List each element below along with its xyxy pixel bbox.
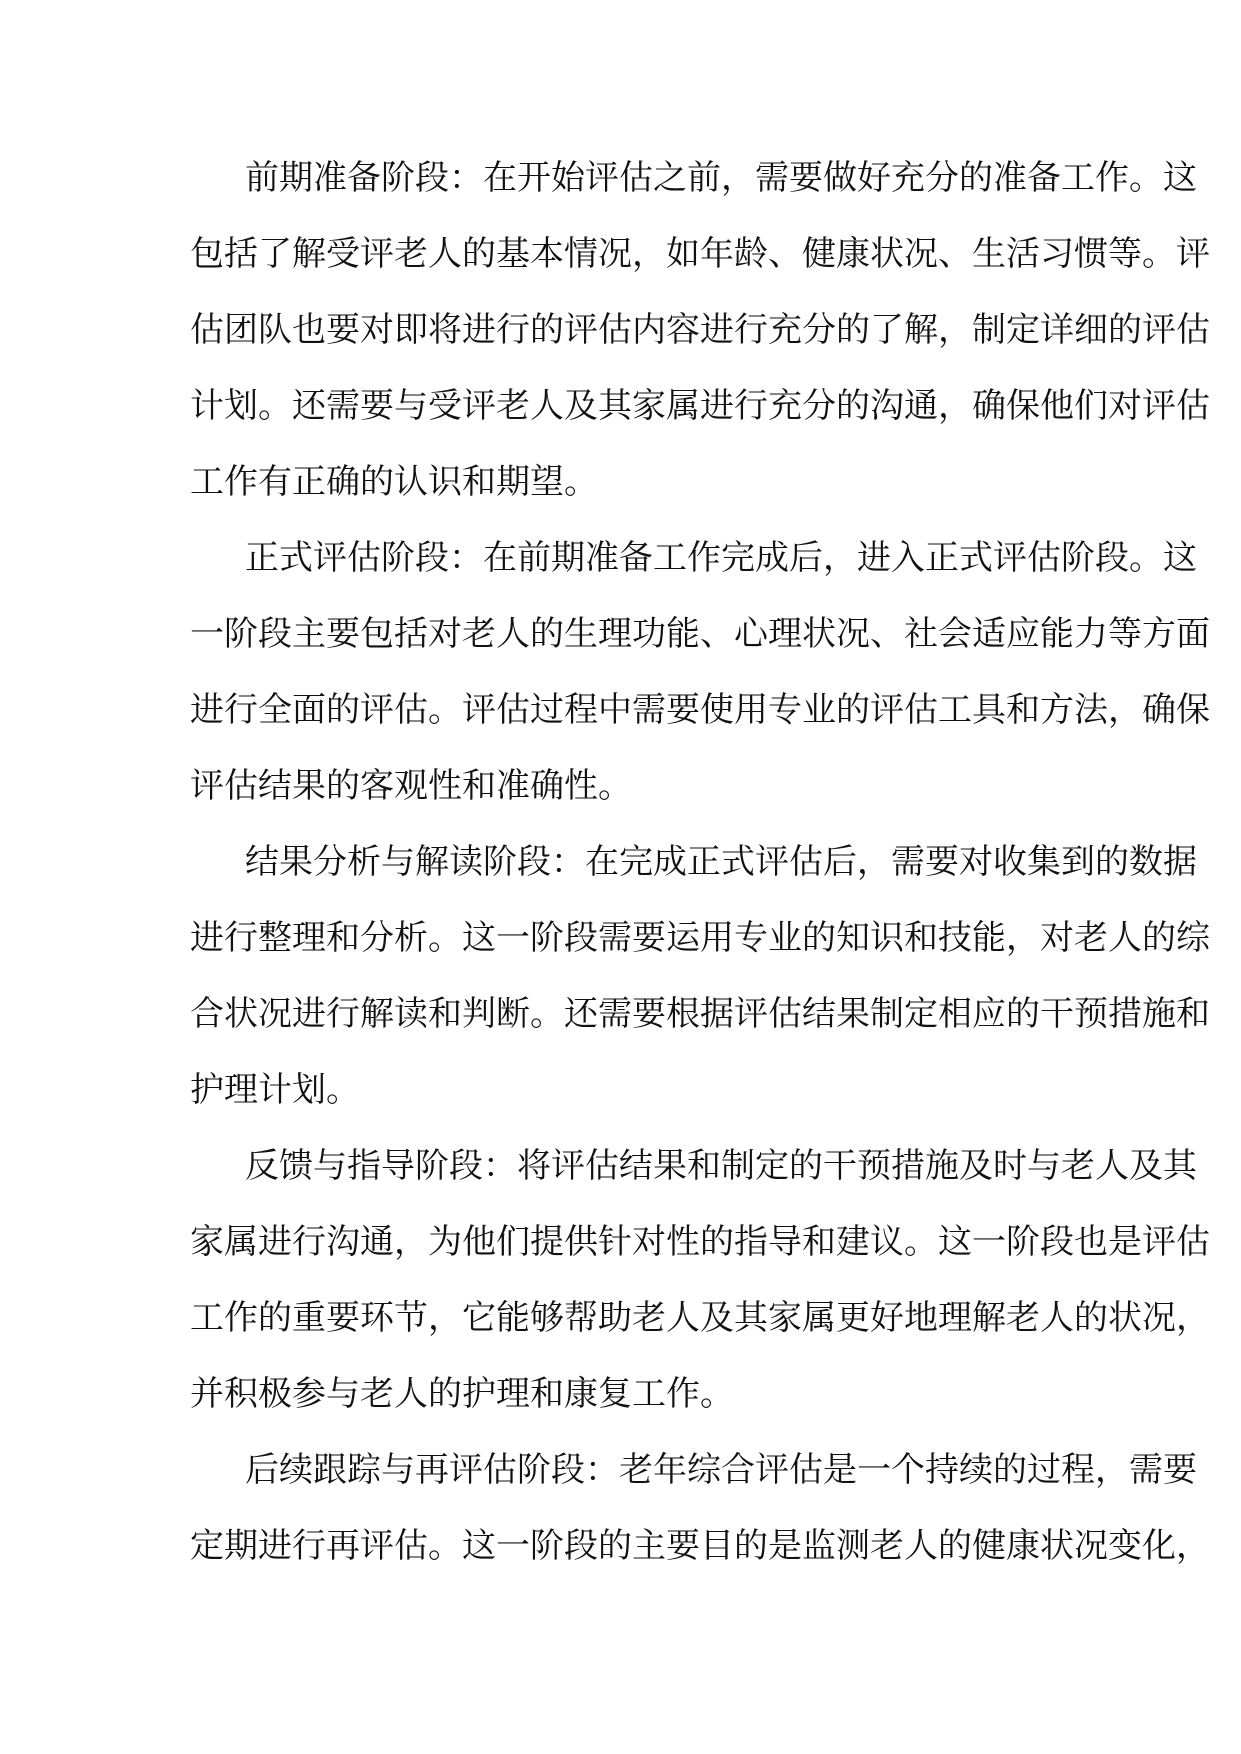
paragraph-line: 进行整理和分析。这一阶段需要运用专业的知识和技能，对老人的综 <box>190 918 1210 958</box>
paragraph-followup-stage <box>190 1432 1210 1584</box>
paragraph-line: 定期进行再评估。这一阶段的主要目的是监测老人的健康状况变化， <box>190 1526 1210 1566</box>
paragraph-line: 并积极参与老人的护理和康复工作。 <box>190 1374 734 1414</box>
paragraph-line: 反馈与指导阶段：将评估结果和制定的干预措施及时与老人及其 <box>245 1146 1197 1186</box>
paragraph-line: 包括了解受评老人的基本情况，如年龄、健康状况、生活习惯等。评 <box>190 234 1210 274</box>
paragraph-preparation-stage <box>190 140 1210 520</box>
paragraph-line: 前期准备阶段：在开始评估之前，需要做好充分的准备工作。这 <box>245 158 1197 198</box>
paragraph-line: 工作有正确的认识和期望。 <box>190 462 598 502</box>
paragraph-line: 后续跟踪与再评估阶段：老年综合评估是一个持续的过程，需要 <box>245 1450 1197 1490</box>
paragraph-line: 评估结果的客观性和准确性。 <box>190 766 632 806</box>
paragraph-line: 家属进行沟通，为他们提供针对性的指导和建议。这一阶段也是评估 <box>190 1222 1210 1262</box>
paragraph-line: 正式评估阶段：在前期准备工作完成后，进入正式评估阶段。这 <box>245 538 1197 578</box>
paragraph-line: 一阶段主要包括对老人的生理功能、心理状况、社会适应能力等方面 <box>190 614 1210 654</box>
paragraph-formal-assessment-stage <box>190 520 1210 824</box>
paragraph-line: 结果分析与解读阶段：在完成正式评估后，需要对收集到的数据 <box>245 842 1197 882</box>
paragraph-line: 工作的重要环节，它能够帮助老人及其家属更好地理解老人的状况， <box>190 1298 1210 1338</box>
paragraph-line: 估团队也要对即将进行的评估内容进行充分的了解，制定详细的评估 <box>190 310 1210 350</box>
paragraph-line: 进行全面的评估。评估过程中需要使用专业的评估工具和方法，确保 <box>190 690 1210 730</box>
document-body <box>190 140 1210 1584</box>
paragraph-analysis-stage <box>190 824 1210 1128</box>
paragraph-line: 合状况进行解读和判断。还需要根据评估结果制定相应的干预措施和 <box>190 994 1210 1034</box>
paragraph-line: 计划。还需要与受评老人及其家属进行充分的沟通，确保他们对评估 <box>190 386 1210 426</box>
paragraph-feedback-stage <box>190 1128 1210 1432</box>
paragraph-line: 护理计划。 <box>190 1070 360 1110</box>
